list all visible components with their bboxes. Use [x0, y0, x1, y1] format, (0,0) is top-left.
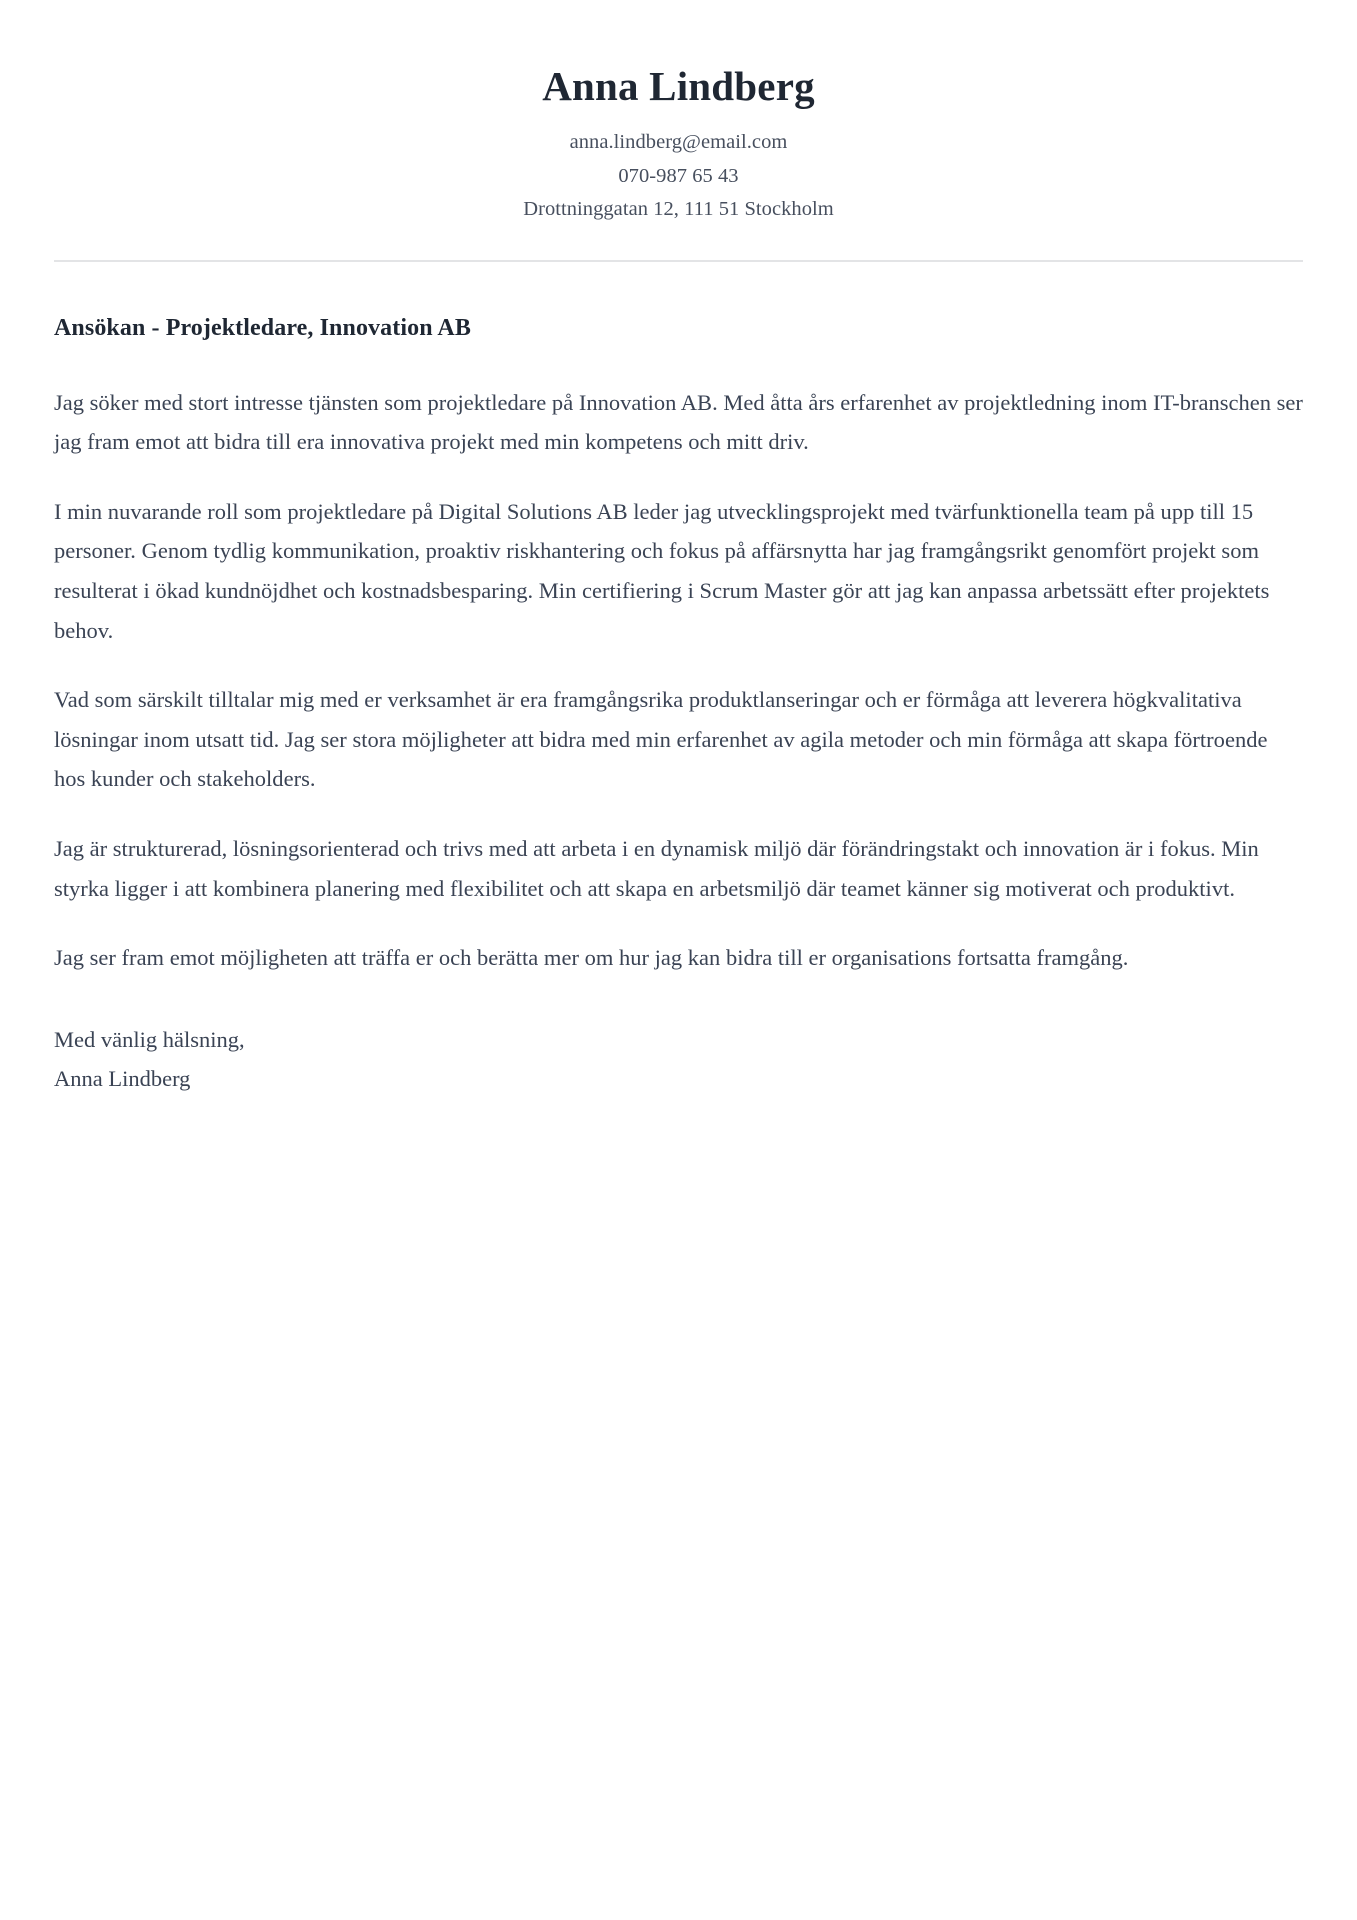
applicant-name: Anna Lindberg [542, 63, 815, 109]
letter-subject-heading: Ansökan - Projektledare, Innovation AB [54, 314, 471, 341]
letter-paragraph: Vad som särskilt tilltalar mig med er verksamhet är era framgångsrika produktlanseringar och er förmåga att leverera högkvalitativa lösningar inom utsatt tid. Jag ser stora möjligheter att bidra med min erfarenhet av agila metoder och min förmåga att skapa förtroende hos kunder och stakeholders. [54, 687, 1268, 792]
letter-paragraph: Jag är strukturerad, lösningsorienterad och trivs med att arbeta i en dynamisk miljö där förändringstakt och innovation är i fokus. Min styrka ligger i att kombinera planering med flexibilitet och att skapa en arbetsmiljö där teamet känner sig motiverat och produktivt. [54, 835, 1259, 901]
signoff-signature: Anna Lindberg [54, 1066, 191, 1092]
signoff-closing: Med vänlig hälsning, [54, 1026, 245, 1052]
contact-phone: 070-987 65 43 [618, 164, 739, 187]
contact-email: anna.lindberg@email.com [569, 131, 788, 154]
contact-address: Drottninggatan 12, 111 51 Stockholm [523, 197, 834, 220]
letter-paragraph: I min nuvarande roll som projektledare på Digital Solutions AB leder jag utvecklingsprojekt med tvärfunktionella team på upp till 15 personer. Genom tydlig kommunikation, proaktiv riskhantering och fokus på affärsnytta har jag framgångsrikt genomfört projekt som resulterat i ökad kundnöjdhet och kostnadsbesparing. Min certifiering i Scrum Master gör att jag kan anpassa arbetssätt efter projektets behov. [54, 498, 1270, 643]
letter-paragraph: Jag söker med stort intresse tjänsten som projektledare på Innovation AB. Med åtta års erfarenhet av projektledning inom IT-branschen ser jag fram emot att bidra till era innovativa projekt med min kompetens och mitt driv. [54, 389, 1303, 455]
letterhead [54, 56, 1303, 262]
letter-paragraph: Jag ser fram emot möjligheten att träffa er och berätta mer om hur jag kan bidra till er organisations fortsatta framgång. [54, 945, 1129, 971]
letter-body [54, 262, 1303, 1099]
letter-signoff [54, 1008, 1303, 1099]
